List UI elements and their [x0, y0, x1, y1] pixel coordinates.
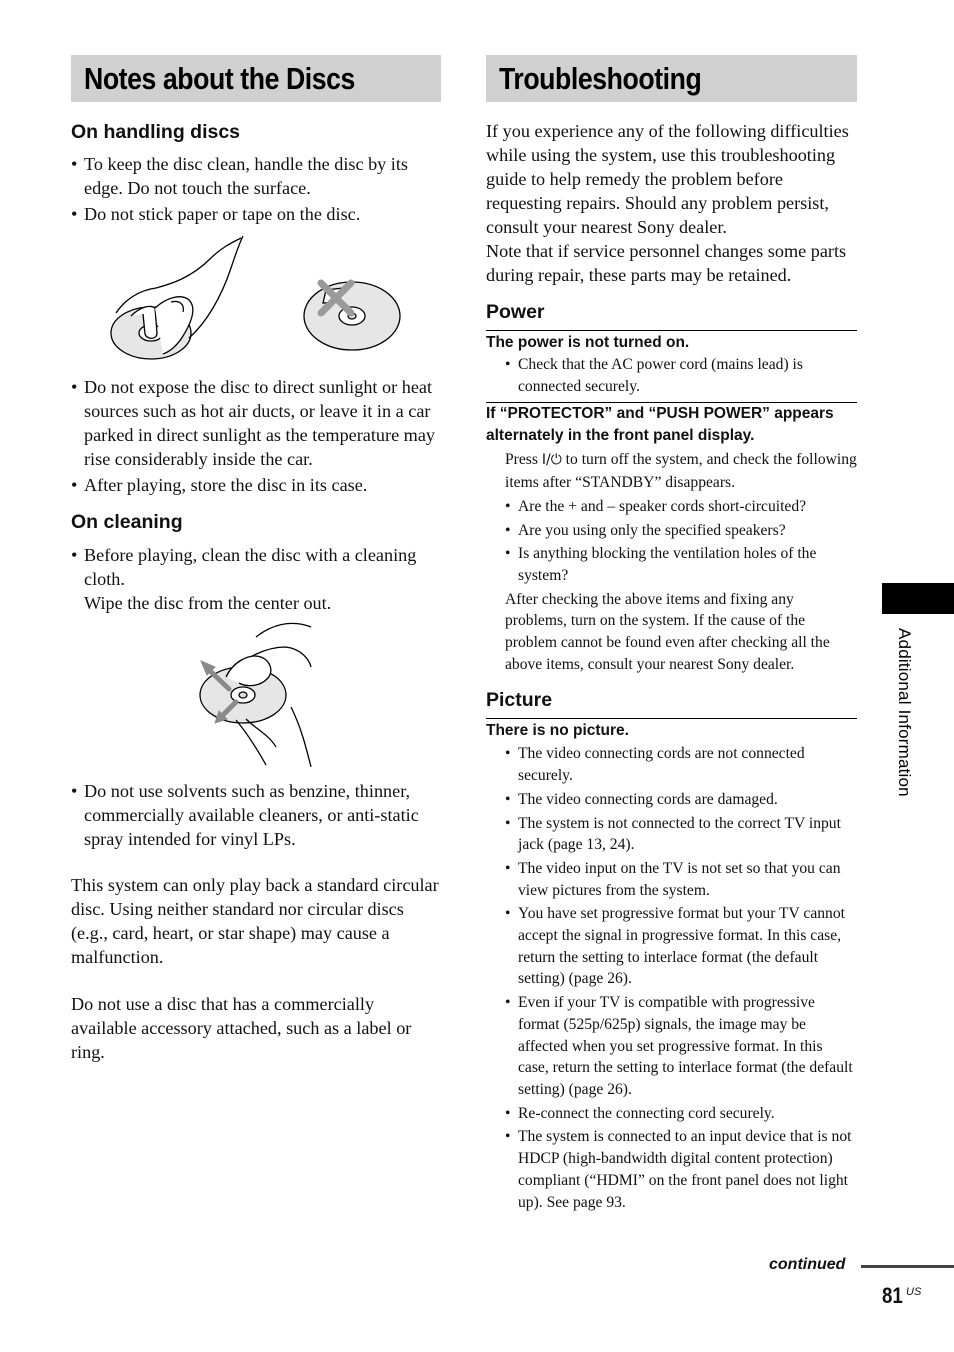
cleaning-text-line1: • Before playing, clean the disc with a cleaning cloth. — [84, 545, 417, 589]
right-column — [486, 55, 857, 1215]
disc-cleaning-illustration — [71, 617, 441, 771]
paragraph-accessory: Do not use a disc that has a commercially available accessory attached, such as a label or ring. — [71, 994, 412, 1062]
list-item: • Are you using only the specified speakers? — [518, 520, 857, 542]
list-item: • The video connecting cords are damaged. — [518, 789, 857, 811]
heading-on-handling-discs: On handling discs — [71, 121, 241, 143]
list-item: • Check that the AC power cord (mains lead) is connected securely. — [518, 354, 857, 397]
solvent-bullets — [71, 779, 441, 851]
list-item: • Even if your TV is compatible with progressive format (525p/625p) signals, the image may be affected when you set progressive format. In this case, return the setting to interlace format (the default setting) (page 26). — [518, 992, 857, 1101]
handling-bullets-2 — [71, 375, 441, 497]
power-item2-bullets — [486, 496, 857, 587]
cleaning-text-line2: Wipe the disc from the center out. — [84, 593, 332, 613]
list-item: • To keep the disc clean, handle the disc by its edge. Do not touch the surface. — [71, 152, 441, 200]
side-section-label: Additional Information — [895, 628, 914, 797]
power-item1-head: The power is not turned on. — [486, 334, 690, 351]
continued-rule — [861, 1265, 954, 1268]
picture-item1-bullets — [486, 743, 857, 1213]
power-item2-after: After checking the above items and fixing any problems, turn on the system. If the cause of the problem cannot be found even after checking all the above items, consult your nearest Sony dealer. — [505, 590, 830, 673]
intro-note: Note that if service personnel changes some parts during repair, these parts may be retained. — [486, 241, 847, 285]
list-item: • The system is connected to an input device that is not HDCP (high-bandwidth digital content protection) compliant (“HDMI” on the front panel does not light up). See page 93. — [518, 1126, 857, 1213]
list-item: • The video connecting cords are not connected securely. — [518, 743, 857, 786]
handling-bullets-1 — [71, 152, 441, 226]
list-item: • Do not use solvents such as benzine, thinner, commercially available cleaners, or anti-static spray intended for vinyl LPs. — [71, 779, 441, 851]
left-column — [71, 55, 441, 1064]
continued-label: continued — [769, 1256, 846, 1273]
section-title-troubleshooting: Troubleshooting — [486, 55, 857, 102]
list-item: • Do not stick paper or tape on the disc. — [71, 202, 441, 226]
power-item2-head: If “PROTECTOR” and “PUSH POWER” appears alternately in the front panel display. — [486, 405, 834, 445]
page-number: 81 — [882, 1283, 903, 1308]
disc-handling-image — [71, 228, 441, 366]
power-button-icon: I/⏻ — [541, 452, 562, 469]
list-item: • Re-connect the connecting cord securely. — [518, 1103, 857, 1125]
page-suffix: US — [906, 1286, 922, 1298]
list-item: • After playing, store the disc in its case. — [71, 473, 441, 497]
heading-on-cleaning: On cleaning — [71, 511, 183, 533]
list-item: • Is anything blocking the ventilation holes of the system? — [518, 543, 857, 586]
list-item: • You have set progressive format but your TV cannot accept the signal in progressive format. In this case, return the setting to interlace format (the default setting) (page 26). — [518, 903, 857, 990]
list-item: • Do not expose the disc to direct sunlight or heat sources such as hot air ducts, or leave it in a car parked in direct sunlight as the temperature may rise considerably inside the car. — [71, 375, 441, 471]
heading-power: Power — [486, 301, 857, 331]
paragraph-circular-disc: This system can only play back a standard circular disc. Using neither standard nor circular discs (e.g., card, heart, or star shape) may cause a malfunction. — [71, 875, 439, 967]
list-item: • Are the + and – speaker cords short-circuited? — [518, 496, 857, 518]
power-item1-bullets — [486, 354, 857, 397]
disc-cleaning-image — [71, 617, 441, 771]
list-item: • The system is not connected to the correct TV input jack (page 13, 24). — [518, 813, 857, 856]
power-item2-instructions: Press I/⏻ to turn off the system, and check the following items after “STANDBY” disappears. — [505, 451, 857, 492]
list-item — [71, 543, 441, 615]
list-item: • The video input on the TV is not set so that you can view pictures from the system. — [518, 858, 857, 901]
heading-picture: Picture — [486, 689, 857, 719]
intro-paragraph: If you experience any of the following difficulties while using the system, use this troubleshooting guide to help remedy the problem before requesting repairs. Should any problem persist, consult your nearest Sony dealer. — [486, 121, 849, 237]
picture-item1-head: There is no picture. — [486, 722, 629, 740]
section-tab-marker — [882, 583, 954, 614]
disc-handling-illustration — [71, 228, 441, 366]
cleaning-bullets — [71, 543, 441, 615]
section-title-notes: Notes about the Discs — [71, 55, 441, 102]
